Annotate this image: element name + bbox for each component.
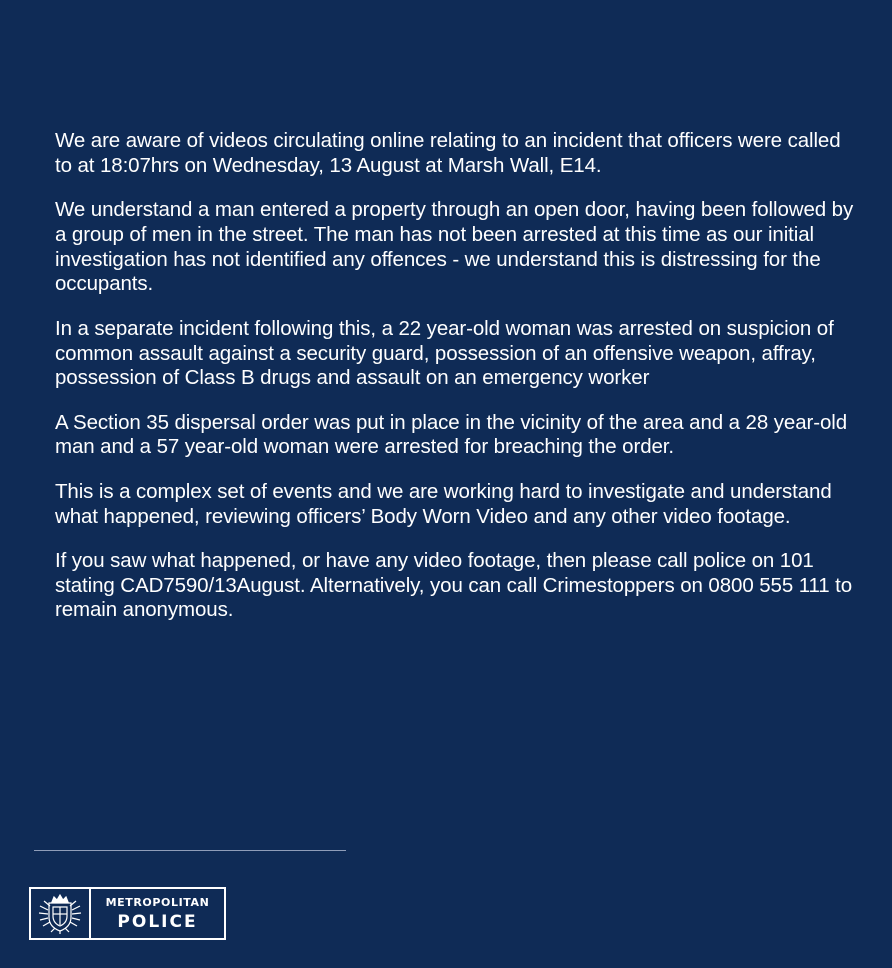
statement-paragraph: We understand a man entered a property through an open door, having been followed by a group of men in the street. The man has not been arrested at this time as our initial investigation has not identified any offences - we understand this is distressing for the occupants.: [55, 198, 854, 296]
logo-line-police: POLICE: [117, 911, 198, 932]
statement-paragraph: A Section 35 dispersal order was put in place in the vicinity of the area and a 28 year-old man and a 57 year-old woman were arrested for breaching the order.: [55, 410, 848, 459]
logo-wordmark: [91, 889, 224, 938]
statement-body: [55, 129, 855, 643]
crest-icon: [31, 889, 91, 938]
statement-paragraph: We are aware of videos circulating online relating to an incident that officers were called to at 18:07hrs on Wednesday, 13 August at Marsh Wall, E14.: [55, 129, 841, 177]
met-police-logo: [29, 887, 226, 940]
statement-paragraph: If you saw what happened, or have any video footage, then please call police on 101 stating CAD7590/13August. Alternatively, you can call Crimestoppers on 0800 555 111 to remain anonymous.: [55, 548, 853, 622]
statement-paragraph: In a separate incident following this, a 22 year-old woman was arrested on suspicion of common assault against a security guard, possession of an offensive weapon, affray, possession of Class B drugs and assault on an emergency worker: [55, 316, 834, 390]
logo-line-metropolitan: METROPOLITAN: [105, 895, 210, 909]
divider-line: [34, 850, 346, 851]
statement-paragraph: This is a complex set of events and we are working hard to investigate and understand what happened, reviewing officers’ Body Worn Video and any other video footage.: [55, 479, 832, 528]
